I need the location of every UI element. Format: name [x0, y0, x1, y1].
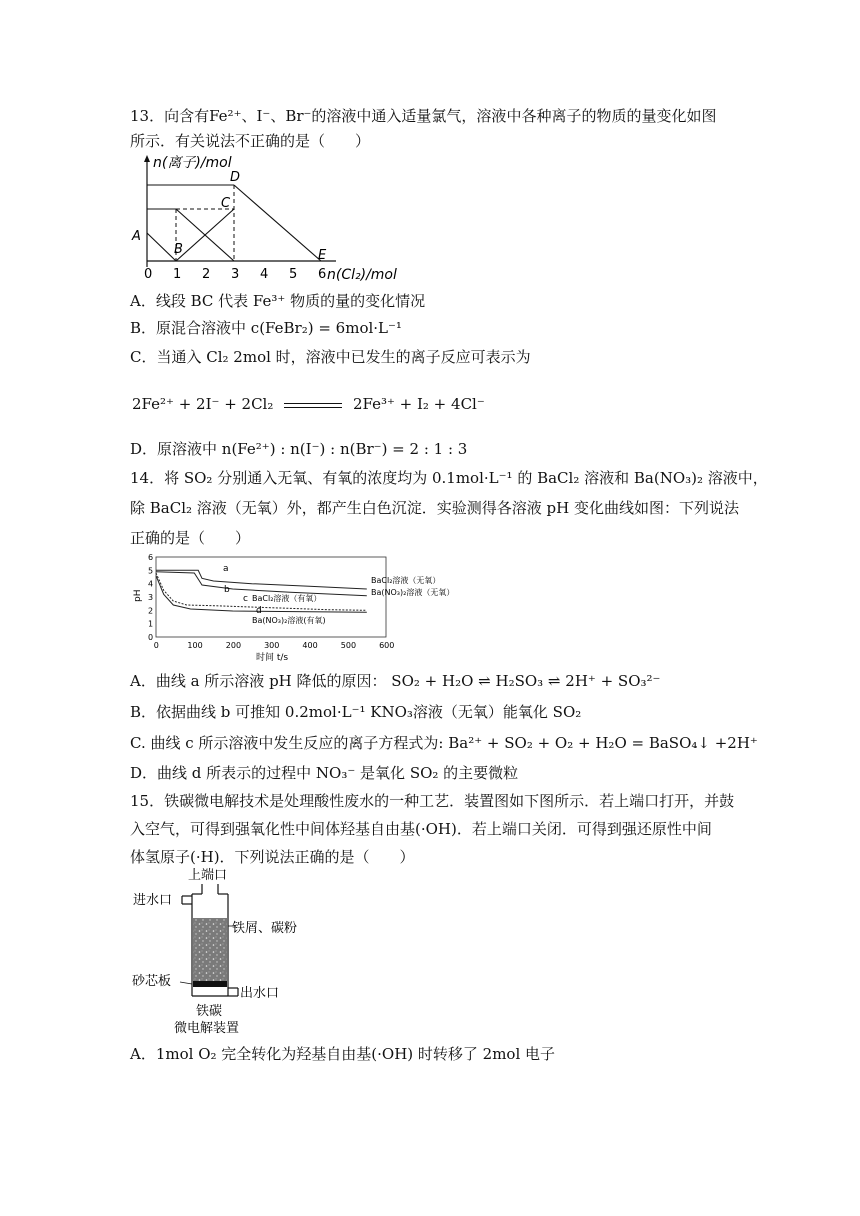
q14-option-c: C. 曲线 c 所示溶液中发生反应的离子方程式为: Ba²⁺ + SO₂ + O₂ + H₂O = BaSO₄↓ +2H⁺	[130, 734, 758, 752]
q15-stem-line1: 15．铁碳微电解技术是处理酸性废水的一种工艺．装置图如下图所示．若上端口打开，并鼓	[130, 792, 735, 810]
q14-y-tick-0: 0	[148, 633, 154, 642]
q15-stem-line2: 入空气，可得到强氧化性中间体羟基自由基(·OH)．若上端口关闭．可得到强还原性中间	[130, 820, 712, 838]
q13-point-d: D	[230, 170, 241, 185]
q13-x-tick-0: 0	[144, 267, 153, 282]
iron-carbon-filling	[193, 918, 227, 981]
q14-legend-a: BaCl₂溶液（无氧）	[371, 576, 441, 585]
q14-chart	[128, 550, 455, 663]
inlet-label: 进水口	[133, 893, 173, 908]
q13-x-tick-5: 5	[289, 267, 298, 282]
q14-option-b: B．依据曲线 b 可推知 0.2mol·L⁻¹ KNO₃溶液（无氧）能氧化 SO₂	[130, 703, 582, 721]
q15-apparatus-diagram	[128, 866, 328, 1038]
caption-line1: 铁碳	[196, 1004, 223, 1019]
q13-eq-left: 2Fe²⁺ + 2I⁻ + 2Cl₂	[132, 395, 274, 413]
q14-y-axis-label: pH	[133, 589, 143, 602]
q13-x-tick-1: 1	[173, 267, 182, 282]
q14-curve-b-label: b	[224, 585, 230, 595]
q14-legend-c: BaCl₂溶液（有氧）	[252, 594, 322, 603]
q14-legend-d: Ba(NO₃)₂溶液(有氧)	[252, 616, 326, 625]
q13-y-axis-label: n(离子)/mol	[153, 155, 232, 171]
q14-y-tick-3: 3	[148, 593, 154, 602]
q14-y-tick-1: 1	[148, 619, 154, 629]
q13-x-axis-label: n(Cl₂)/mol	[327, 267, 397, 283]
q14-x-tick-200: 200	[225, 641, 242, 650]
q13-stem-line2: 所示．有关说法不正确的是（ ）	[130, 132, 371, 150]
q14-curve-c-label: c	[243, 594, 248, 604]
q14-option-d: D．曲线 d 所表示的过程中 NO₃⁻ 是氧化 SO₂ 的主要微粒	[130, 764, 519, 782]
q13-option-b: B．原混合溶液中 c(FeBr₂) = 6mol·L⁻¹	[130, 319, 402, 337]
q13-point-e: E	[318, 248, 327, 263]
q14-x-tick-500: 500	[340, 641, 357, 650]
top-port-label: 上端口	[188, 868, 228, 883]
q14-y-tick-2: 2	[148, 606, 154, 616]
plate-label: 砂芯板	[132, 974, 172, 989]
q14-x-axis-label: 时间 t/s	[256, 653, 289, 663]
q15-stem-line3: 体氢原子(·H)．下列说法正确的是（ ）	[130, 848, 415, 866]
q14-y-tick-6: 6	[148, 553, 154, 562]
q13-option-d: D．原溶液中 n(Fe²⁺) : n(I⁻) : n(Br⁻) = 2 : 1 : 3	[130, 440, 468, 458]
q14-option-a: A．曲线 a 所示溶液 pH 降低的原因： SO₂ + H₂O ⇌ H₂SO₃ ⇌ 2H⁺ + SO₃²⁻	[130, 672, 661, 690]
q14-x-tick-400: 400	[302, 641, 318, 650]
q14-y-tick-5: 5	[148, 566, 154, 576]
q13-option-a: A．线段 BC 代表 Fe³⁺ 物质的量的变化情况	[130, 292, 426, 310]
q13-option-c: C．当通入 Cl₂ 2mol 时，溶液中已发生的离子反应可表示为	[130, 348, 531, 366]
q14-stem-line3: 正确的是（ ）	[130, 529, 251, 547]
q14-curve-c	[156, 573, 367, 610]
q13-option-c-equation	[132, 395, 485, 413]
q15-option-a: A．1mol O₂ 完全转化为羟基自由基(·OH) 时转移了 2mol 电子	[130, 1045, 556, 1063]
q14-legend-b: Ba(NO₃)₂溶液（无氧）	[371, 588, 455, 597]
q13-point-c: C	[221, 196, 231, 211]
q14-stem-line2: 除 BaCl₂ 溶液（无氧）外，都产生白色沉淀．实验测得各溶液 pH 变化曲线如图：下列说法	[130, 499, 740, 517]
q14-x-tick-100: 100	[187, 641, 203, 650]
q13-point-b: B	[174, 242, 183, 257]
q14-x-tick-300: 300	[264, 641, 280, 650]
q14-curve-d-label: d	[256, 606, 262, 616]
q14-y-tick-4: 4	[148, 579, 154, 589]
outlet-label: 出水口	[240, 986, 280, 1001]
q13-x-tick-6: 6	[318, 267, 327, 282]
q14-curve-a-label: a	[223, 564, 229, 574]
q13-x-tick-3: 3	[231, 267, 240, 282]
q14-x-tick-600: 600	[379, 641, 395, 650]
q13-point-a: A	[132, 229, 141, 244]
q14-x-tick-0: 0	[153, 641, 159, 650]
q13-eq-right: 2Fe³⁺ + I₂ + 4Cl⁻	[352, 395, 485, 413]
q14-stem-line1: 14．将 SO₂ 分别通入无氧、有氧的浓度均为 0.1mol·L⁻¹ 的 BaCl₂ 溶液和 Ba(NO₃)₂ 溶液中，	[130, 469, 768, 487]
caption-line2: 微电解装置	[174, 1021, 240, 1036]
q13-stem-line1: 13．向含有Fe²⁺、I⁻、Br⁻的溶液中通入适量氯气，溶液中各种离子的物质的量变化如图	[130, 107, 717, 125]
filling-label: 铁屑、碳粉	[232, 921, 298, 936]
q13-x-tick-4: 4	[260, 267, 269, 282]
q13-x-tick-2: 2	[202, 267, 211, 282]
q13-chart	[128, 152, 418, 284]
sand-core-plate	[193, 981, 227, 987]
